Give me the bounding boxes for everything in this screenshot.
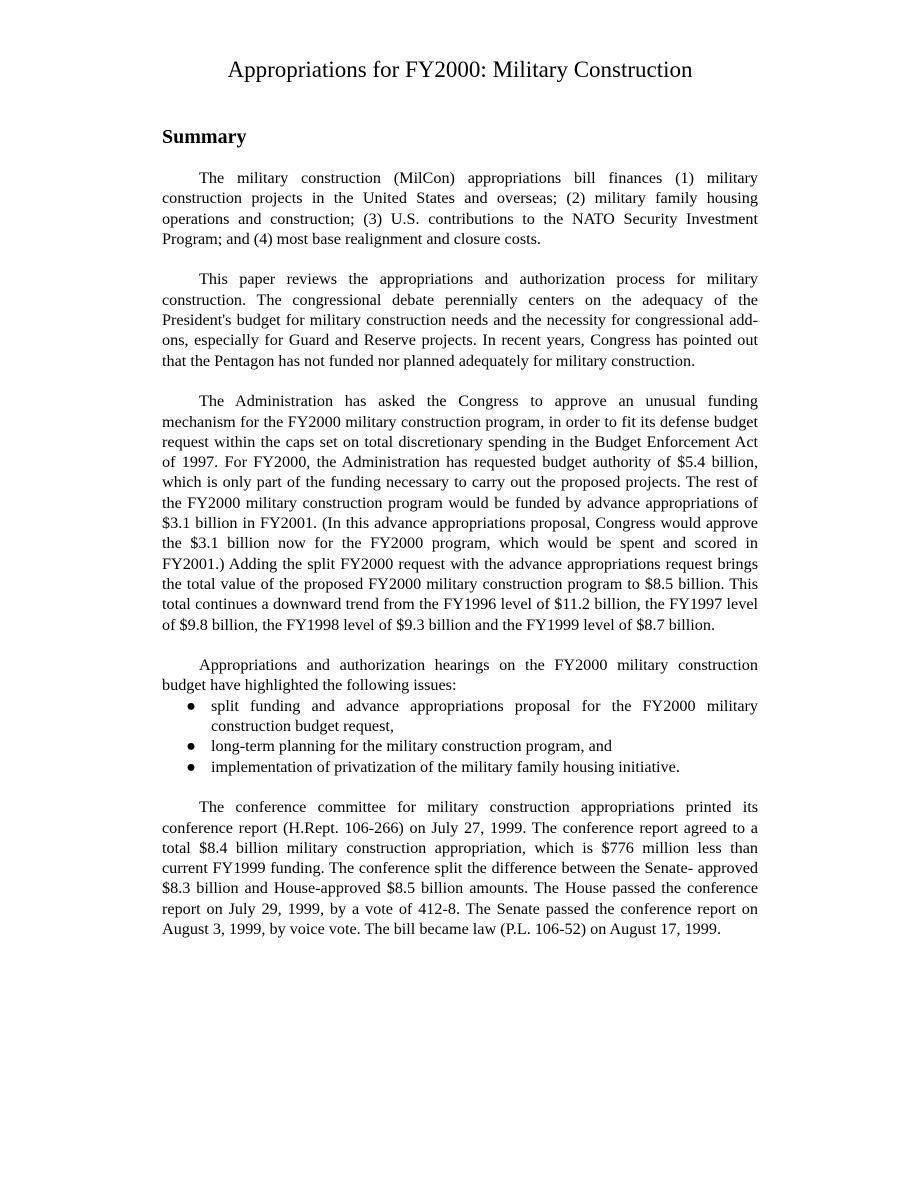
list-item-text: long-term planning for the military construction program, and	[211, 737, 612, 756]
bullet-icon: ●	[186, 757, 196, 776]
list-item	[162, 736, 758, 756]
bullet-icon: ●	[186, 696, 196, 715]
summary-body	[162, 168, 758, 960]
paragraph-conference: The conference committee for military construction appropriations printed its conference report (H.Rept. 106-266) on July 27, 1999. The conference report agreed to a total $8.4 billion military construction appropriation, which is $776 million less than current FY1999 funding. The conference split the difference between the Senate- approved $8.3 billion and House-approved $8.5 billion amounts. The House passed the conference report on July 29, 1999, by a vote of 412-8. The Senate passed the conference report on August 3, 1999, by voice vote. The bill became law (P.L. 106-52) on August 17, 1999.	[162, 798, 758, 938]
bullet-icon: ●	[186, 737, 196, 756]
document-title: Appropriations for FY2000: Military Construction	[227, 57, 693, 82]
list-item	[162, 757, 758, 777]
list-item	[162, 696, 758, 737]
paragraph-review: This paper reviews the appropriations and authorization process for military construction. The congressional debate perennially centers on the adequacy of the President's budget for military construction needs and the necessity for congressional add-ons, especially for Guard and Reserve projects. In recent years, Congress has pointed out that the Pentagon has not funded nor planned adequately for military construction.	[162, 270, 758, 370]
paragraph-scope: The military construction (MilCon) appropriations bill finances (1) military construction projects in the United States and overseas; (2) military family housing operations and construction; (3) U.S. contributions to the NATO Security Investment Program; and (4) most base realignment and closure costs.	[162, 169, 758, 248]
summary-heading: Summary	[162, 126, 247, 148]
issues-list	[162, 696, 758, 777]
list-item-text: split funding and advance appropriations proposal for the FY2000 military construction budget request,	[211, 696, 758, 736]
paragraph-hearings: Appropriations and authorization hearings on the FY2000 military construction budget have highlighted the following issues:	[162, 656, 758, 695]
list-item-text: implementation of privatization of the military family housing initiative.	[211, 757, 680, 776]
paragraph-funding-mechanism: The Administration has asked the Congress to approve an unusual funding mechanism for the FY2000 military construction program, in order to fit its defense budget request within the caps set on total discretionary spending in the Budget Enforcement Act of 1997. For FY2000, the Administration has requested budget authority of $5.4 billion, which is only part of the funding necessary to carry out the proposed projects. The rest of the FY2000 military construction program would be funded by advance appropriations of $3.1 billion in FY2001. (In this advance appropriations proposal, Congress would approve the $3.1 billion now for the FY2000 program, which would be spent and scored in FY2001.) Adding the split FY2000 request with the advance appropriations request brings the total value of the proposed FY2000 military construction program to $8.5 billion. This total continues a downward trend from the FY1996 level of $11.2 billion, the FY1997 level of $9.8 billion, the FY1998 level of $9.3 billion and the FY1999 level of $8.7 billion.	[162, 392, 758, 634]
